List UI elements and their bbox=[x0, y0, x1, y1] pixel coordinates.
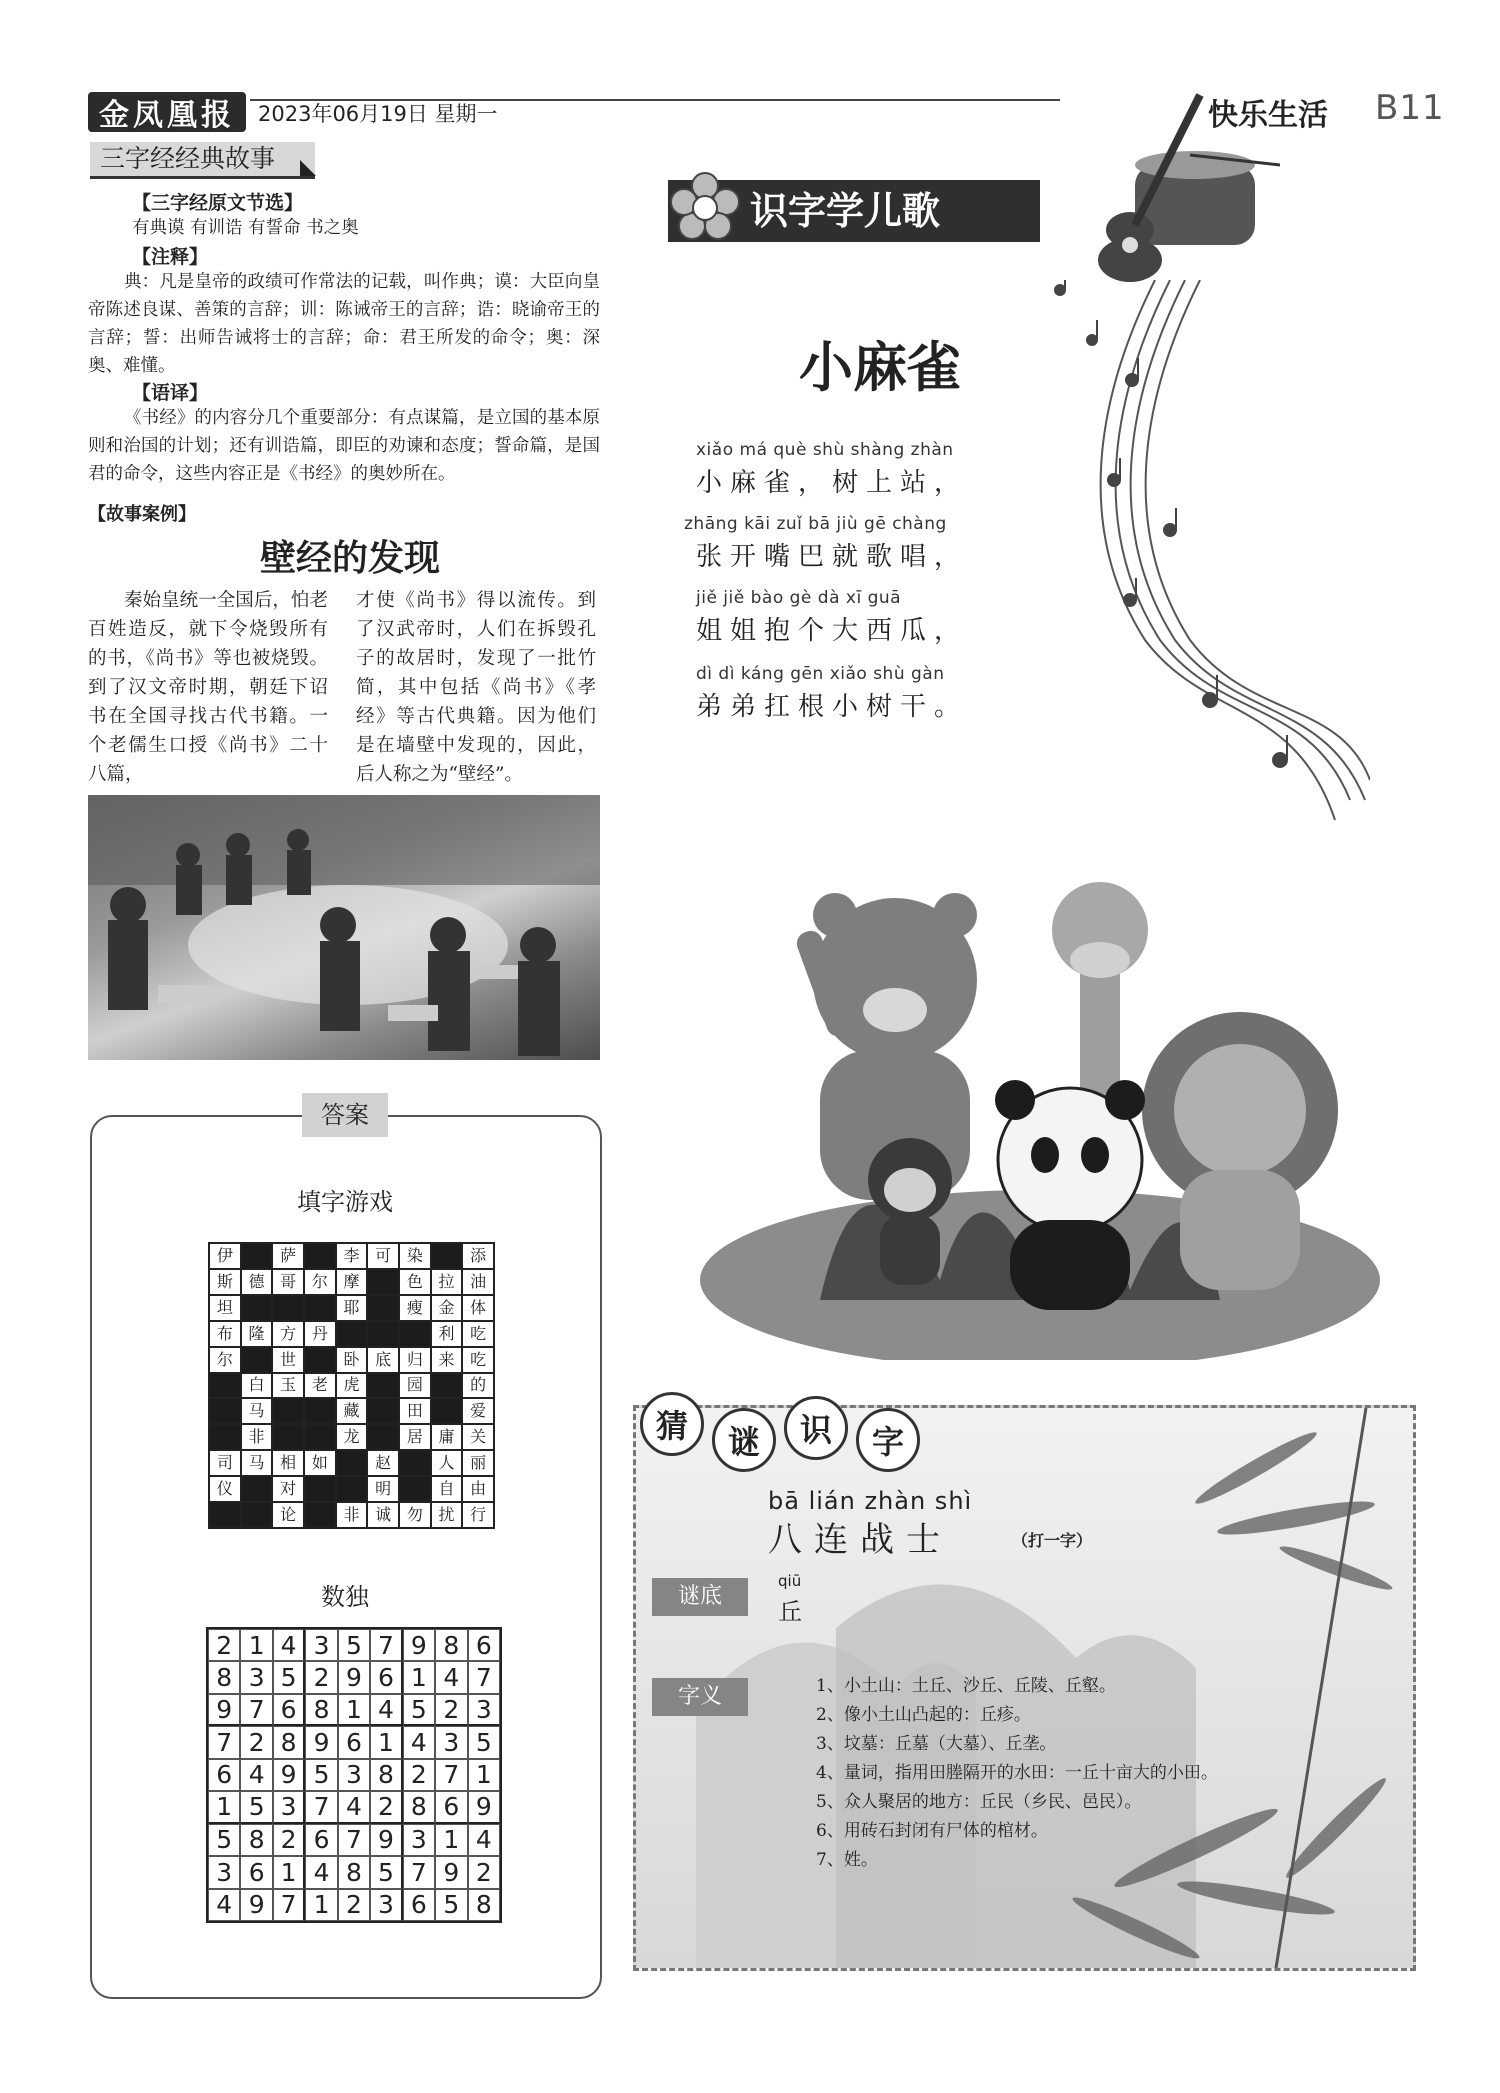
section-title: 三字经经典故事 bbox=[90, 142, 315, 179]
answer-pinyin: qiū bbox=[778, 1572, 802, 1590]
meaning-item-1: 1、小土山：土丘、沙丘、丘陵、丘壑。 bbox=[816, 1676, 1116, 1696]
crossword-cell: 赵 bbox=[367, 1450, 399, 1476]
sudoku-cell: 9 bbox=[338, 1661, 370, 1693]
crossword-cell: 德 bbox=[241, 1269, 273, 1295]
sudoku-cell: 5 bbox=[305, 1759, 337, 1791]
sudoku-cell: 5 bbox=[370, 1856, 402, 1888]
sudoku-cell: 6 bbox=[370, 1661, 402, 1693]
crossword-block bbox=[336, 1321, 368, 1347]
crossword-cell: 隆 bbox=[241, 1321, 273, 1347]
sudoku-title: 数独 bbox=[321, 1583, 369, 1611]
music-notes-illustration bbox=[1050, 280, 1370, 840]
crossword-block bbox=[431, 1398, 463, 1424]
crossword-block bbox=[304, 1347, 336, 1373]
crossword-cell: 色 bbox=[399, 1269, 431, 1295]
crossword-block bbox=[336, 1476, 368, 1502]
sudoku-cell: 7 bbox=[305, 1791, 337, 1823]
sudoku-cell: 7 bbox=[370, 1629, 402, 1661]
riddle-pinyin: bā lián zhàn shì bbox=[768, 1487, 973, 1515]
sudoku-cell: 2 bbox=[370, 1791, 402, 1823]
crossword-cell: 可 bbox=[367, 1243, 399, 1269]
sudoku-cell: 4 bbox=[273, 1629, 305, 1661]
sudoku-cell: 1 bbox=[305, 1889, 337, 1921]
sudoku-cell: 7 bbox=[338, 1824, 370, 1856]
meaning-item-6: 6、用砖石封闭有尸体的棺材。 bbox=[816, 1821, 1048, 1841]
poem-line-2-pinyin: zhāng kāi zuǐ bā jiù gē chàng bbox=[684, 514, 947, 534]
crossword-cell: 体 bbox=[462, 1295, 494, 1321]
sudoku-cell: 6 bbox=[305, 1824, 337, 1856]
crossword-cell: 瘦 bbox=[399, 1295, 431, 1321]
crossword-block bbox=[367, 1424, 399, 1450]
sudoku-cell: 8 bbox=[403, 1791, 435, 1823]
sudoku-cell: 9 bbox=[305, 1726, 337, 1758]
sudoku-cell: 1 bbox=[370, 1726, 402, 1758]
crossword-cell: 龙 bbox=[336, 1424, 368, 1450]
masthead-logo: 金凤凰报 bbox=[88, 92, 246, 132]
poem-line-3-pinyin: jiě jiě bào gè dà xī guā bbox=[696, 588, 902, 608]
sudoku-cell: 2 bbox=[403, 1759, 435, 1791]
crossword-cell: 来 bbox=[431, 1347, 463, 1373]
crossword-block bbox=[304, 1243, 336, 1269]
crossword-block bbox=[241, 1347, 273, 1373]
crossword-cell: 尔 bbox=[209, 1347, 241, 1373]
sudoku-cell: 5 bbox=[468, 1726, 500, 1758]
crossword-cell: 白 bbox=[241, 1373, 273, 1399]
story-illustration bbox=[88, 795, 600, 1060]
crossword-cell: 勿 bbox=[399, 1502, 431, 1528]
crossword-cell: 归 bbox=[399, 1347, 431, 1373]
sudoku-cell: 2 bbox=[240, 1726, 272, 1758]
crossword-block bbox=[209, 1424, 241, 1450]
sudoku-cell: 4 bbox=[370, 1694, 402, 1726]
crossword-cell: 自 bbox=[431, 1476, 463, 1502]
sudoku-cell: 2 bbox=[208, 1629, 240, 1661]
poem-line-2: 张开嘴巴就歌唱， bbox=[696, 542, 969, 572]
sudoku-cell: 1 bbox=[338, 1694, 370, 1726]
sudoku-cell: 6 bbox=[435, 1791, 467, 1823]
crossword-block bbox=[304, 1295, 336, 1321]
sudoku-cell: 8 bbox=[273, 1726, 305, 1758]
poem-banner: 识字学儿歌 bbox=[668, 180, 1040, 242]
sudoku-cell: 8 bbox=[370, 1759, 402, 1791]
sudoku-cell: 2 bbox=[338, 1889, 370, 1921]
crossword-block bbox=[241, 1502, 273, 1528]
crossword-cell: 庸 bbox=[431, 1424, 463, 1450]
sudoku-cell: 9 bbox=[403, 1629, 435, 1661]
sudoku-cell: 9 bbox=[273, 1759, 305, 1791]
crossword-block bbox=[209, 1502, 241, 1528]
notes-text: 典：凡是皇帝的政绩可作常法的记载，叫作典；谟：大臣向皇帝陈述良谋、善策的言辞；训：陈诫帝王的言辞；诰：晓谕帝王的言辞；誓：出师告诫将士的言辞；命：君王所发的命令；奥：深奥、难懂。 bbox=[88, 272, 600, 376]
crossword-cell: 如 bbox=[304, 1450, 336, 1476]
crossword-cell: 李 bbox=[336, 1243, 368, 1269]
crossword-block bbox=[241, 1476, 273, 1502]
sudoku-cell: 4 bbox=[338, 1791, 370, 1823]
crossword-block bbox=[304, 1398, 336, 1424]
crossword-cell: 吃 bbox=[462, 1321, 494, 1347]
crossword-cell: 马 bbox=[241, 1398, 273, 1424]
crossword-cell: 添 bbox=[462, 1243, 494, 1269]
crossword-cell: 利 bbox=[431, 1321, 463, 1347]
crossword-block bbox=[431, 1243, 463, 1269]
sudoku-cell: 2 bbox=[305, 1661, 337, 1693]
meaning-label: 字义 bbox=[652, 1678, 748, 1716]
meaning-list bbox=[816, 1672, 1218, 1875]
sudoku-cell: 7 bbox=[468, 1661, 500, 1693]
crossword-block bbox=[272, 1295, 304, 1321]
crossword-cell: 底 bbox=[367, 1347, 399, 1373]
sudoku-cell: 6 bbox=[338, 1726, 370, 1758]
crossword-cell: 丽 bbox=[462, 1450, 494, 1476]
crossword-cell: 藏 bbox=[336, 1398, 368, 1424]
crossword-block bbox=[367, 1269, 399, 1295]
meaning-item-5: 5、众人聚居的地方：丘民（乡民、邑民）。 bbox=[816, 1792, 1142, 1812]
sudoku-cell: 4 bbox=[403, 1726, 435, 1758]
crossword-block bbox=[399, 1321, 431, 1347]
crossword-cell: 的 bbox=[462, 1373, 494, 1399]
sudoku-cell: 5 bbox=[403, 1694, 435, 1726]
sudoku-cell: 2 bbox=[468, 1856, 500, 1888]
poem-line-4-pinyin: dì dì káng gēn xiǎo shù gàn bbox=[696, 664, 945, 684]
animals-illustration bbox=[660, 820, 1420, 1360]
crossword-cell: 哥 bbox=[272, 1269, 304, 1295]
crossword-cell: 对 bbox=[272, 1476, 304, 1502]
flower-icon bbox=[670, 172, 740, 242]
sudoku-cell: 8 bbox=[338, 1856, 370, 1888]
crossword-cell: 拉 bbox=[431, 1269, 463, 1295]
poem-line-1: 小麻雀，树上站， bbox=[696, 468, 969, 498]
page-section-title: 快乐生活 bbox=[1208, 98, 1328, 133]
crossword-block bbox=[209, 1373, 241, 1399]
sudoku-cell: 1 bbox=[240, 1629, 272, 1661]
poem-title: 小麻雀 bbox=[799, 335, 961, 399]
sudoku-cell: 9 bbox=[208, 1694, 240, 1726]
story-column-1: 秦始皇统一全国后，怕老百姓造反，就下令烧毁所有的书，《尚书》等也被烧毁。到了汉文帝时期，朝廷下诏书在全国寻找古代书籍。一个老儒生口授《尚书》二十八篇， bbox=[88, 590, 328, 785]
crossword-block bbox=[336, 1450, 368, 1476]
issue-date: 2023年06月19日 星期一 bbox=[258, 102, 498, 126]
sudoku-cell: 3 bbox=[435, 1726, 467, 1758]
crossword-cell: 非 bbox=[241, 1424, 273, 1450]
crossword-title: 填字游戏 bbox=[297, 1188, 393, 1216]
riddle-title-char-1: 猜 bbox=[640, 1392, 704, 1456]
sudoku-cell: 8 bbox=[468, 1889, 500, 1921]
crossword-cell: 关 bbox=[462, 1424, 494, 1450]
sudoku-cell: 9 bbox=[435, 1856, 467, 1888]
crossword-cell: 金 bbox=[431, 1295, 463, 1321]
crossword-cell: 玉 bbox=[272, 1373, 304, 1399]
crossword-cell: 由 bbox=[462, 1476, 494, 1502]
music-instruments-illustration bbox=[1080, 85, 1280, 285]
sudoku-cell: 3 bbox=[370, 1889, 402, 1921]
sudoku-cell: 5 bbox=[273, 1661, 305, 1693]
original-text-label: 【三字经原文节选】 bbox=[132, 192, 304, 214]
section-title-corner bbox=[300, 160, 316, 176]
crossword-cell: 坦 bbox=[209, 1295, 241, 1321]
crossword-cell: 萨 bbox=[272, 1243, 304, 1269]
crossword-cell: 论 bbox=[272, 1502, 304, 1528]
crossword-cell: 马 bbox=[241, 1450, 273, 1476]
sudoku-cell: 8 bbox=[435, 1629, 467, 1661]
poem-line-4: 弟弟扛根小树干。 bbox=[696, 692, 969, 722]
story-column-2: 才使《尚书》得以流传。到了汉武帝时，人们在拆毁孔子的故居时，发现了一批竹简，其中包括《尚书》《孝经》等古代典籍。因为他们是在墙壁中发现的，因此，后人称之为“壁经”。 bbox=[356, 590, 596, 785]
sudoku-cell: 1 bbox=[403, 1661, 435, 1693]
crossword-cell: 司 bbox=[209, 1450, 241, 1476]
riddle-title-char-2: 谜 bbox=[712, 1408, 776, 1472]
sudoku-cell: 6 bbox=[240, 1856, 272, 1888]
sudoku-cell: 9 bbox=[240, 1889, 272, 1921]
meaning-item-2: 2、像小土山凸起的：丘疹。 bbox=[816, 1705, 1031, 1725]
sudoku-cell: 5 bbox=[208, 1824, 240, 1856]
sudoku-cell: 7 bbox=[403, 1856, 435, 1888]
sudoku-cell: 1 bbox=[435, 1824, 467, 1856]
original-text: 有典谟 有训诰 有誓命 书之奥 bbox=[132, 218, 359, 238]
crossword-cell: 摩 bbox=[336, 1269, 368, 1295]
sudoku-cell: 7 bbox=[435, 1759, 467, 1791]
crossword-block bbox=[367, 1321, 399, 1347]
crossword-block bbox=[367, 1295, 399, 1321]
crossword-cell: 诚 bbox=[367, 1502, 399, 1528]
crossword-block bbox=[272, 1424, 304, 1450]
riddle-text: 八连战士 bbox=[768, 1520, 952, 1560]
sudoku-cell: 7 bbox=[273, 1889, 305, 1921]
crossword-block bbox=[272, 1398, 304, 1424]
crossword-cell: 爱 bbox=[462, 1398, 494, 1424]
meaning-item-7: 7、姓。 bbox=[816, 1850, 878, 1870]
sudoku-cell: 7 bbox=[240, 1694, 272, 1726]
crossword-cell: 人 bbox=[431, 1450, 463, 1476]
poem-line-3: 姐姐抱个大西瓜， bbox=[696, 616, 969, 646]
crossword-block bbox=[399, 1450, 431, 1476]
crossword-cell: 伊 bbox=[209, 1243, 241, 1269]
crossword-cell: 世 bbox=[272, 1347, 304, 1373]
crossword-cell: 丹 bbox=[304, 1321, 336, 1347]
crossword-block bbox=[399, 1476, 431, 1502]
crossword-cell: 吃 bbox=[462, 1347, 494, 1373]
sudoku-cell: 8 bbox=[208, 1661, 240, 1693]
crossword-cell: 油 bbox=[462, 1269, 494, 1295]
crossword-block bbox=[367, 1373, 399, 1399]
sudoku-cell: 6 bbox=[468, 1629, 500, 1661]
sudoku-cell: 1 bbox=[468, 1759, 500, 1791]
translation-label: 【语译】 bbox=[132, 382, 209, 404]
crossword-cell: 仪 bbox=[209, 1476, 241, 1502]
notes-label: 【注释】 bbox=[132, 246, 209, 268]
sudoku-grid bbox=[206, 1627, 502, 1923]
sudoku-cell: 4 bbox=[305, 1856, 337, 1888]
crossword-cell: 非 bbox=[336, 1502, 368, 1528]
story-tag: 【故事案例】 bbox=[88, 504, 196, 525]
answer-char: 丘 bbox=[778, 1598, 802, 1626]
sudoku-cell: 3 bbox=[305, 1629, 337, 1661]
crossword-cell: 明 bbox=[367, 1476, 399, 1502]
sudoku-cell: 1 bbox=[273, 1856, 305, 1888]
translation-text: 《书经》的内容分几个重要部分：有点谋篇，是立国的基本原则和治国的计划；还有训诰篇，即臣的劝谏和态度；誓命篇，是国君的命令，这些内容正是《书经》的奥妙所在。 bbox=[88, 408, 600, 484]
crossword-cell: 布 bbox=[209, 1321, 241, 1347]
crossword-cell: 虎 bbox=[336, 1373, 368, 1399]
crossword-cell: 居 bbox=[399, 1424, 431, 1450]
sudoku-cell: 3 bbox=[240, 1661, 272, 1693]
meaning-item-4: 4、量词，指用田塍隔开的水田：一丘十亩大的小田。 bbox=[816, 1763, 1218, 1783]
sudoku-cell: 3 bbox=[338, 1759, 370, 1791]
crossword-cell: 行 bbox=[462, 1502, 494, 1528]
sudoku-cell: 4 bbox=[240, 1759, 272, 1791]
sudoku-cell: 7 bbox=[208, 1726, 240, 1758]
crossword-cell: 扰 bbox=[431, 1502, 463, 1528]
crossword-block bbox=[304, 1476, 336, 1502]
crossword-grid bbox=[208, 1242, 495, 1529]
crossword-cell: 卧 bbox=[336, 1347, 368, 1373]
sudoku-cell: 1 bbox=[208, 1791, 240, 1823]
crossword-cell: 园 bbox=[399, 1373, 431, 1399]
crossword-cell: 尔 bbox=[304, 1269, 336, 1295]
crossword-block bbox=[431, 1373, 463, 1399]
riddle-title-char-3: 识 bbox=[784, 1396, 848, 1460]
sudoku-cell: 9 bbox=[370, 1824, 402, 1856]
crossword-cell: 相 bbox=[272, 1450, 304, 1476]
sudoku-cell: 3 bbox=[403, 1824, 435, 1856]
crossword-block bbox=[304, 1502, 336, 1528]
sudoku-cell: 8 bbox=[240, 1824, 272, 1856]
sudoku-cell: 5 bbox=[240, 1791, 272, 1823]
sudoku-cell: 4 bbox=[435, 1661, 467, 1693]
crossword-cell: 耶 bbox=[336, 1295, 368, 1321]
riddle-hint: （打一字） bbox=[1012, 1531, 1093, 1550]
riddle-title-char-4: 字 bbox=[856, 1408, 920, 1472]
page-number: B11 bbox=[1375, 88, 1445, 128]
sudoku-cell: 3 bbox=[273, 1791, 305, 1823]
sudoku-cell: 8 bbox=[305, 1694, 337, 1726]
sudoku-cell: 5 bbox=[435, 1889, 467, 1921]
crossword-cell: 老 bbox=[304, 1373, 336, 1399]
sudoku-cell: 6 bbox=[208, 1759, 240, 1791]
meaning-item-3: 3、坟墓：丘墓（大墓）、丘垄。 bbox=[816, 1734, 1057, 1754]
sudoku-cell: 2 bbox=[435, 1694, 467, 1726]
sudoku-cell: 6 bbox=[403, 1889, 435, 1921]
crossword-cell: 田 bbox=[399, 1398, 431, 1424]
crossword-block bbox=[304, 1424, 336, 1450]
story-title: 壁经的发现 bbox=[259, 537, 440, 579]
sudoku-cell: 4 bbox=[208, 1889, 240, 1921]
sudoku-cell: 3 bbox=[208, 1856, 240, 1888]
sudoku-cell: 5 bbox=[338, 1629, 370, 1661]
crossword-block bbox=[241, 1295, 273, 1321]
crossword-cell: 斯 bbox=[209, 1269, 241, 1295]
sudoku-cell: 9 bbox=[468, 1791, 500, 1823]
crossword-cell: 方 bbox=[272, 1321, 304, 1347]
crossword-cell: 染 bbox=[399, 1243, 431, 1269]
crossword-block bbox=[209, 1398, 241, 1424]
crossword-block bbox=[241, 1243, 273, 1269]
sudoku-cell: 4 bbox=[468, 1824, 500, 1856]
sudoku-cell: 6 bbox=[273, 1694, 305, 1726]
sudoku-cell: 2 bbox=[273, 1824, 305, 1856]
crossword-block bbox=[367, 1398, 399, 1424]
poem-line-1-pinyin: xiǎo má què shù shàng zhàn bbox=[696, 440, 954, 460]
answer-tab: 答案 bbox=[302, 1093, 388, 1137]
answer-label: 谜底 bbox=[652, 1578, 748, 1616]
sudoku-cell: 3 bbox=[468, 1694, 500, 1726]
